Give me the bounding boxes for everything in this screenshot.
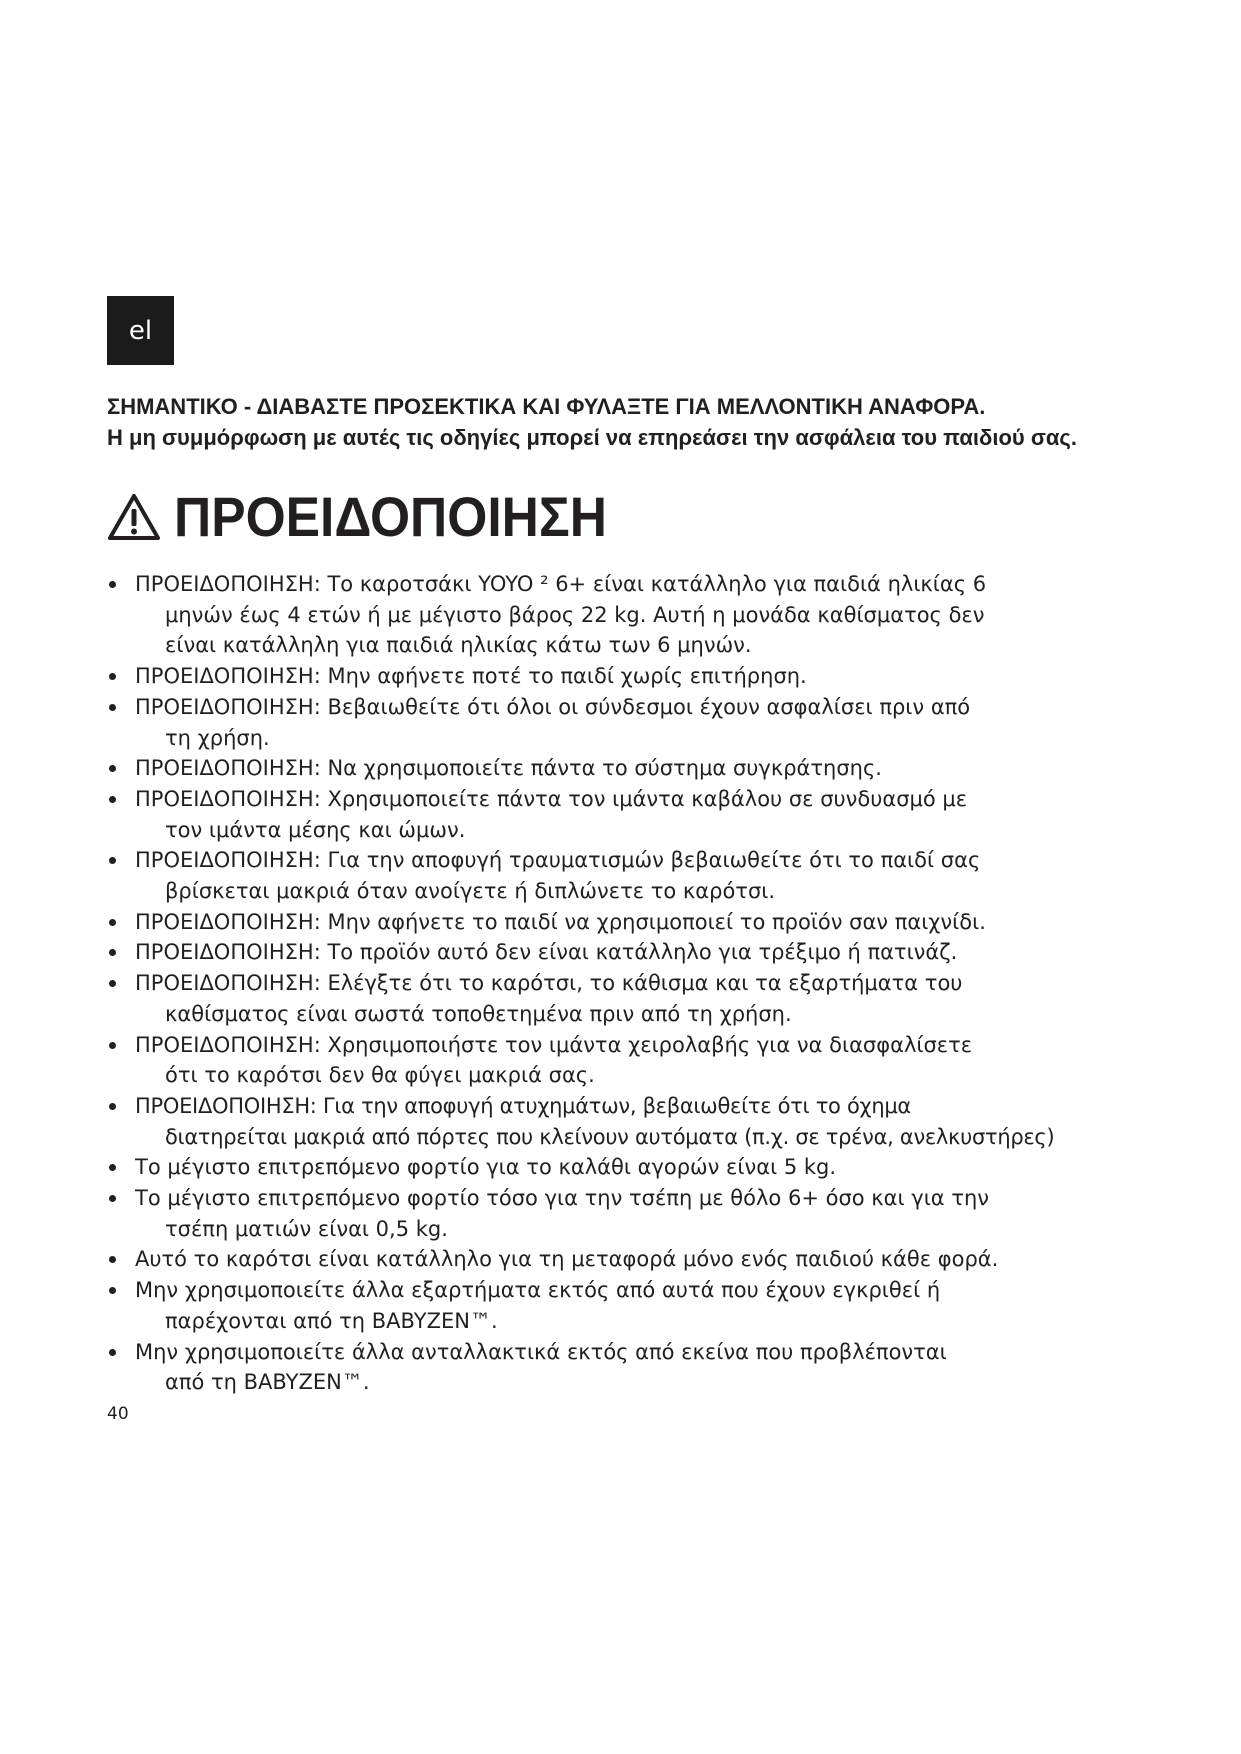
bullet-icon	[109, 1256, 116, 1263]
notice-line-1: ΣΗΜΑΝΤΙΚΟ - ΔΙΑΒΑΣΤΕ ΠΡΟΣΕΚΤΙΚΑ ΚΑΙ ΦΥΛΑΞΤΕ ΓΙΑ ΜΕΛΛΟΝΤΙΚΗ ΑΝΑΦΟΡΑ.	[107, 394, 986, 419]
warning-item	[135, 1152, 1054, 1183]
warning-line: ΠΡΟΕΙΔΟΠΟΙΗΣΗ: Μην αφήνετε ποτέ το παιδί χωρίς επιτήρηση.	[135, 664, 807, 689]
warning-item	[135, 1244, 1054, 1275]
warning-line: Μην χρησιμοποιείτε άλλα ανταλλακτικά εκτός από εκείνα που προβλέπονται	[135, 1339, 947, 1364]
warning-line: τον ιμάντα μέσης και ώμων.	[165, 817, 466, 842]
warning-line: τη χρήση.	[165, 725, 270, 750]
warning-line: είναι κατάλληλη για παιδιά ηλικίας κάτω των 6 μηνών.	[165, 633, 752, 658]
warning-line: Αυτό το καρότσι είναι κατάλληλο για τη μεταφορά μόνο ενός παιδιού κάθε φορά.	[135, 1247, 999, 1272]
warning-item	[135, 692, 1054, 753]
warning-title: ΠΡΟΕΙΔΟΠΟΙΗΣΗ	[174, 485, 607, 548]
language-tab-label: el	[128, 315, 153, 346]
bullet-icon	[109, 919, 116, 926]
warning-item	[135, 753, 1054, 784]
bullet-icon	[109, 1349, 116, 1356]
bullet-icon	[109, 581, 116, 588]
warning-line: ΠΡΟΕΙΔΟΠΟΙΗΣΗ: Για την αποφυγή τραυματισμών βεβαιωθείτε ότι το παιδί σας	[135, 848, 981, 873]
warning-line: βρίσκεται μακριά όταν ανοίγετε ή διπλώνετε το καρότσι.	[165, 879, 776, 904]
bullet-icon	[109, 765, 116, 772]
bullet-icon	[109, 857, 116, 864]
warning-line: Το μέγιστο επιτρεπόμενο φορτίο για το καλάθι αγορών είναι 5 kg.	[135, 1155, 837, 1180]
page-number: 40	[107, 1404, 129, 1424]
bullet-icon	[109, 1287, 116, 1294]
warning-item	[135, 1337, 1054, 1398]
warning-line: μηνών έως 4 ετών ή με μέγιστο βάρος 22 kg. Αυτή η μονάδα καθίσματος δεν	[165, 602, 985, 627]
warning-item	[135, 1030, 1054, 1091]
warning-item	[135, 1183, 1054, 1244]
warning-item	[135, 937, 1054, 968]
warning-line: ΠΡΟΕΙΔΟΠΟΙΗΣΗ: Χρησιμοποιήστε τον ιμάντα χειρολαβής για να διασφαλίσετε	[135, 1032, 973, 1057]
warning-line: ΠΡΟΕΙΔΟΠΟΙΗΣΗ: Το καροτσάκι YOYO ² 6+ είναι κατάλληλο για παιδιά ηλικίας 6	[135, 572, 987, 596]
warning-item	[135, 1275, 1054, 1336]
notice-line-2: Η μη συμμόρφωση με αυτές τις οδηγίες μπορεί να επηρεάσει την ασφάλεια του παιδιού σας.	[107, 425, 1077, 450]
warning-heading	[107, 484, 645, 550]
warning-list	[135, 569, 1054, 1398]
bullet-icon	[109, 704, 116, 711]
bullet-icon	[109, 1042, 116, 1049]
warning-item	[135, 784, 1054, 845]
warning-item	[135, 1091, 1054, 1152]
warning-line: ΠΡΟΕΙΔΟΠΟΙΗΣΗ: Το προϊόν αυτό δεν είναι κατάλληλο για τρέξιμο ή πατινάζ.	[135, 940, 958, 965]
language-tab	[107, 296, 174, 365]
bullet-icon	[109, 796, 116, 803]
bullet-icon	[109, 1103, 116, 1110]
warning-triangle-icon	[107, 493, 161, 541]
important-notice	[107, 391, 1077, 453]
warning-line: ΠΡΟΕΙΔΟΠΟΙΗΣΗ: Βεβαιωθείτε ότι όλοι οι σύνδεσμοι έχουν ασφαλίσει πριν από	[135, 694, 971, 719]
bullet-icon	[109, 1195, 116, 1202]
warning-item	[135, 569, 1054, 661]
warning-item	[135, 845, 1054, 906]
warning-line: καθίσματος είναι σωστά τοποθετημένα πριν από τη χρήση.	[165, 1001, 792, 1026]
bullet-icon	[109, 673, 116, 680]
warning-line: παρέχονται από τη BABYZEN™.	[165, 1308, 498, 1333]
warning-item	[135, 907, 1054, 938]
warning-line: τσέπη ματιών είναι 0,5 kg.	[165, 1216, 448, 1241]
bullet-icon	[109, 1164, 116, 1171]
warning-line: διατηρείται μακριά από πόρτες που κλείνουν αυτόματα (π.χ. σε τρένα, ανελκυστήρες)	[165, 1124, 1055, 1149]
warning-item	[135, 661, 1054, 692]
bullet-icon	[109, 949, 116, 956]
warning-line: Μην χρησιμοποιείτε άλλα εξαρτήματα εκτός από αυτά που έχουν εγκριθεί ή	[135, 1278, 941, 1303]
warning-line: ΠΡΟΕΙΔΟΠΟΙΗΣΗ: Να χρησιμοποιείτε πάντα το σύστημα συγκράτησης.	[135, 756, 882, 781]
warning-line: ΠΡΟΕΙΔΟΠΟΙΗΣΗ: Χρησιμοποιείτε πάντα τον ιμάντα καβάλου σε συνδυασμό με	[135, 786, 968, 811]
warning-line: Το μέγιστο επιτρεπόμενο φορτίο τόσο για την τσέπη με θόλο 6+ όσο και για την	[135, 1186, 990, 1211]
warning-line: ότι το καρότσι δεν θα φύγει μακριά σας.	[165, 1063, 595, 1088]
warning-line: από τη BABYZEN™.	[165, 1370, 370, 1395]
warning-line: ΠΡΟΕΙΔΟΠΟΙΗΣΗ: Μην αφήνετε το παιδί να χρησιμοποιεί το προϊόν σαν παιχνίδι.	[135, 909, 986, 934]
warning-line: ΠΡΟΕΙΔΟΠΟΙΗΣΗ: Ελέγξτε ότι το καρότσι, το κάθισμα και τα εξαρτήματα του	[135, 971, 963, 996]
bullet-icon	[109, 980, 116, 987]
warning-item	[135, 968, 1054, 1029]
warning-line: ΠΡΟΕΙΔΟΠΟΙΗΣΗ: Για την αποφυγή ατυχημάτων, βεβαιωθείτε ότι το όχημα	[135, 1093, 911, 1118]
